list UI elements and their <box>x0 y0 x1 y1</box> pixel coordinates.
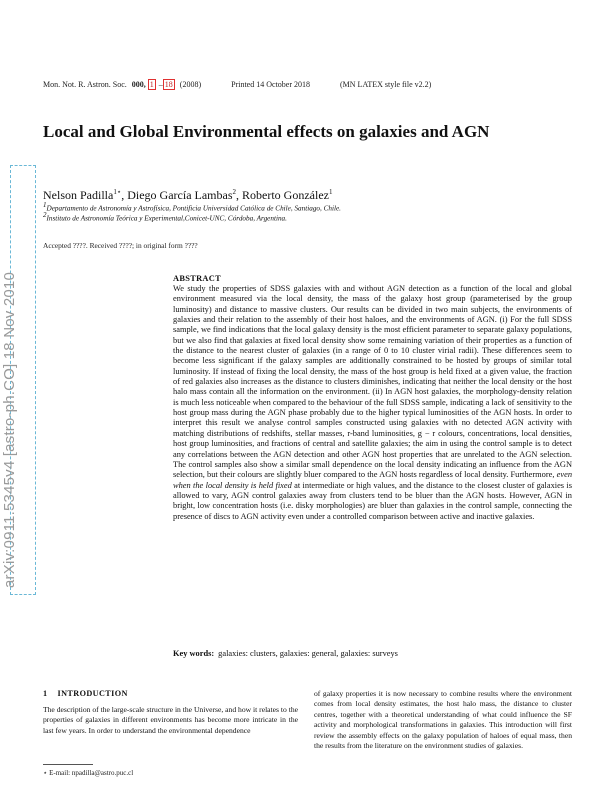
abstract <box>173 274 572 522</box>
keywords-text: galaxies: clusters, galaxies: general, galaxies: surveys <box>218 649 398 658</box>
abstract-text <box>173 284 572 522</box>
journal-name: Mon. Not. R. Astron. Soc. <box>43 80 127 89</box>
journal-header: Mon. Not. R. Astron. Soc. 000, 1 – 18 (2008) Printed 14 October 2018 (MN LATEX style file v2.2) <box>43 80 432 89</box>
affiliation-number: 2 <box>43 211 47 219</box>
right-column <box>314 689 572 751</box>
author-list: Nelson Padilla$^{1⋆}$, Diego García Lambas$^2$, Roberto González$^1$ <box>43 188 333 202</box>
author-name: Nelson Padilla <box>43 188 114 202</box>
affiliation-text: Instituto de Astronomía Teórica y Experimental,Conicet-UNC, Córdoba, Argentina. <box>46 214 287 223</box>
abstract-body: We study the properties of SDSS galaxies with and without AGN detection as a function of the local and global environment measured via the local density, the mass of the galaxy host group (parameterised by the group luminosity) and distance to massive clusters. Our results can be divided in two main subjects, the environments of galaxies and their relation to the assembly of their host haloes, and the environments of AGN. (i) For the full SDSS sample, we find indications that the local galaxy density is the most efficient parameter to separate galaxy populations, but we also find that galaxies at fixed local density show some remaining variation of their properties as a function of the distance to the nearest cluster of galaxies (in a range of 0 to 10 cluster virial radii). These differences seem to become less significant if the galaxy samples are additionally constrained to be hosted by groups of similar total luminosity. If instead of fixing the local density, the mass of the host group is held fixed at a given value, the fraction of red galaxies also increases as the distance to clusters diminishes, indicating that neither the local density or the host halo mass contain all the information on the environment. (ii) In AGN host galaxies, the morphology-density relation is much less noticeable when compared to the behaviour of the full SDSS sample, indicating a lack of sensitivity to the host group mass during the AGN phase probably due to the higher typical luminosities of the AGN hosts. In order to interpret this result we analyse control samples constructed using galaxies with no detected AGN activity with matching distributions of redshifts, stellar masses, r-band luminosities, g − r colours, concentrations, local densities, host group luminosities, and fractions of central and satellite galaxies; the aim in using the control sample is to detect any correlations between the AGN detection and other AGN host properties that are unrelated to the AGN selection. The control samples also show a similar small dependence on the local density indicating an influence from the AGN selection, but their colours are slightly bluer compared to the AGN hosts regardless of local density. Furthermore, <box>173 284 572 480</box>
last-page-link[interactable]: 18 <box>164 80 173 89</box>
author-name: Roberto González <box>242 188 329 202</box>
abstract-emphasis: even when the local density is held fixed <box>173 470 573 490</box>
intro-paragraph-left: The description of the large-scale structure in the Universe, and how it relates to the properties of galaxies in different environments has become more intricate in the last few years. In order to understand the environmental dependence <box>43 705 298 735</box>
abstract-body-end: at intermediate or high values, and the distance to the closest cluster of galaxies is allowed to vary, AGN control galaxies away from clusters tend to be bluer than the AGN hosts. However, AGN in bright, low concentration hosts (i.e. disky morphologies) are bluer than galaxies in the control sample, connecting the presence of discs to AGN activity even under a controlled comparison between active and inactive galaxies. <box>173 480 572 521</box>
paper-title: Local and Global Environmental effects on galaxies and AGN <box>43 122 490 141</box>
footnote-rule <box>43 764 93 765</box>
section-title: INTRODUCTION <box>57 689 128 698</box>
section-number: 1 <box>43 689 48 698</box>
keywords-label: Key words: <box>173 649 215 658</box>
author-sup: 1⋆ <box>113 188 122 196</box>
left-column <box>43 689 298 736</box>
style-file: (MN LATEX style file v2.2) <box>340 80 432 89</box>
received-accepted-line: Accepted ????. Received ????; in original form ???? <box>43 241 198 250</box>
journal-volume: 000, <box>131 80 146 89</box>
section-heading <box>43 689 298 698</box>
affiliation-number: 1 <box>43 201 47 209</box>
affiliation <box>43 210 563 223</box>
footnote-email[interactable]: ⋆ E-mail: npadilla@astro.puc.cl <box>43 769 134 777</box>
author-sup: 1 <box>328 188 333 196</box>
arxiv-stamp[interactable]: arXiv:0911.5345v4 [astro-ph.CO] 18 Nov 2010 <box>1 271 18 588</box>
intro-paragraph-right: of galaxy properties it is now necessary to combine results where the environment comes from local density estimates, the host halo mass, the distance to cluster centres, together with a theoretical understanding of what could influence the SF activity and morphological transformations in galaxies. This introduction will first review the assembly effects on the galaxy population of haloes of equal mass, then the results from the literature on the environment studies of galaxies. <box>314 689 572 751</box>
journal-year: (2008) <box>179 80 202 89</box>
printed-date: Printed 14 October 2018 <box>231 80 310 89</box>
affiliation-text: Departamento de Astronomía y Astrofísica, Pontificia Universidad Católica de Chile, Santiago, Chile. <box>46 204 341 213</box>
abstract-heading: ABSTRACT <box>173 274 222 283</box>
keywords <box>173 649 572 658</box>
first-page-link[interactable]: 1 <box>149 80 154 89</box>
author-sup: 2 <box>232 188 237 196</box>
author-name: Diego García Lambas <box>127 188 233 202</box>
